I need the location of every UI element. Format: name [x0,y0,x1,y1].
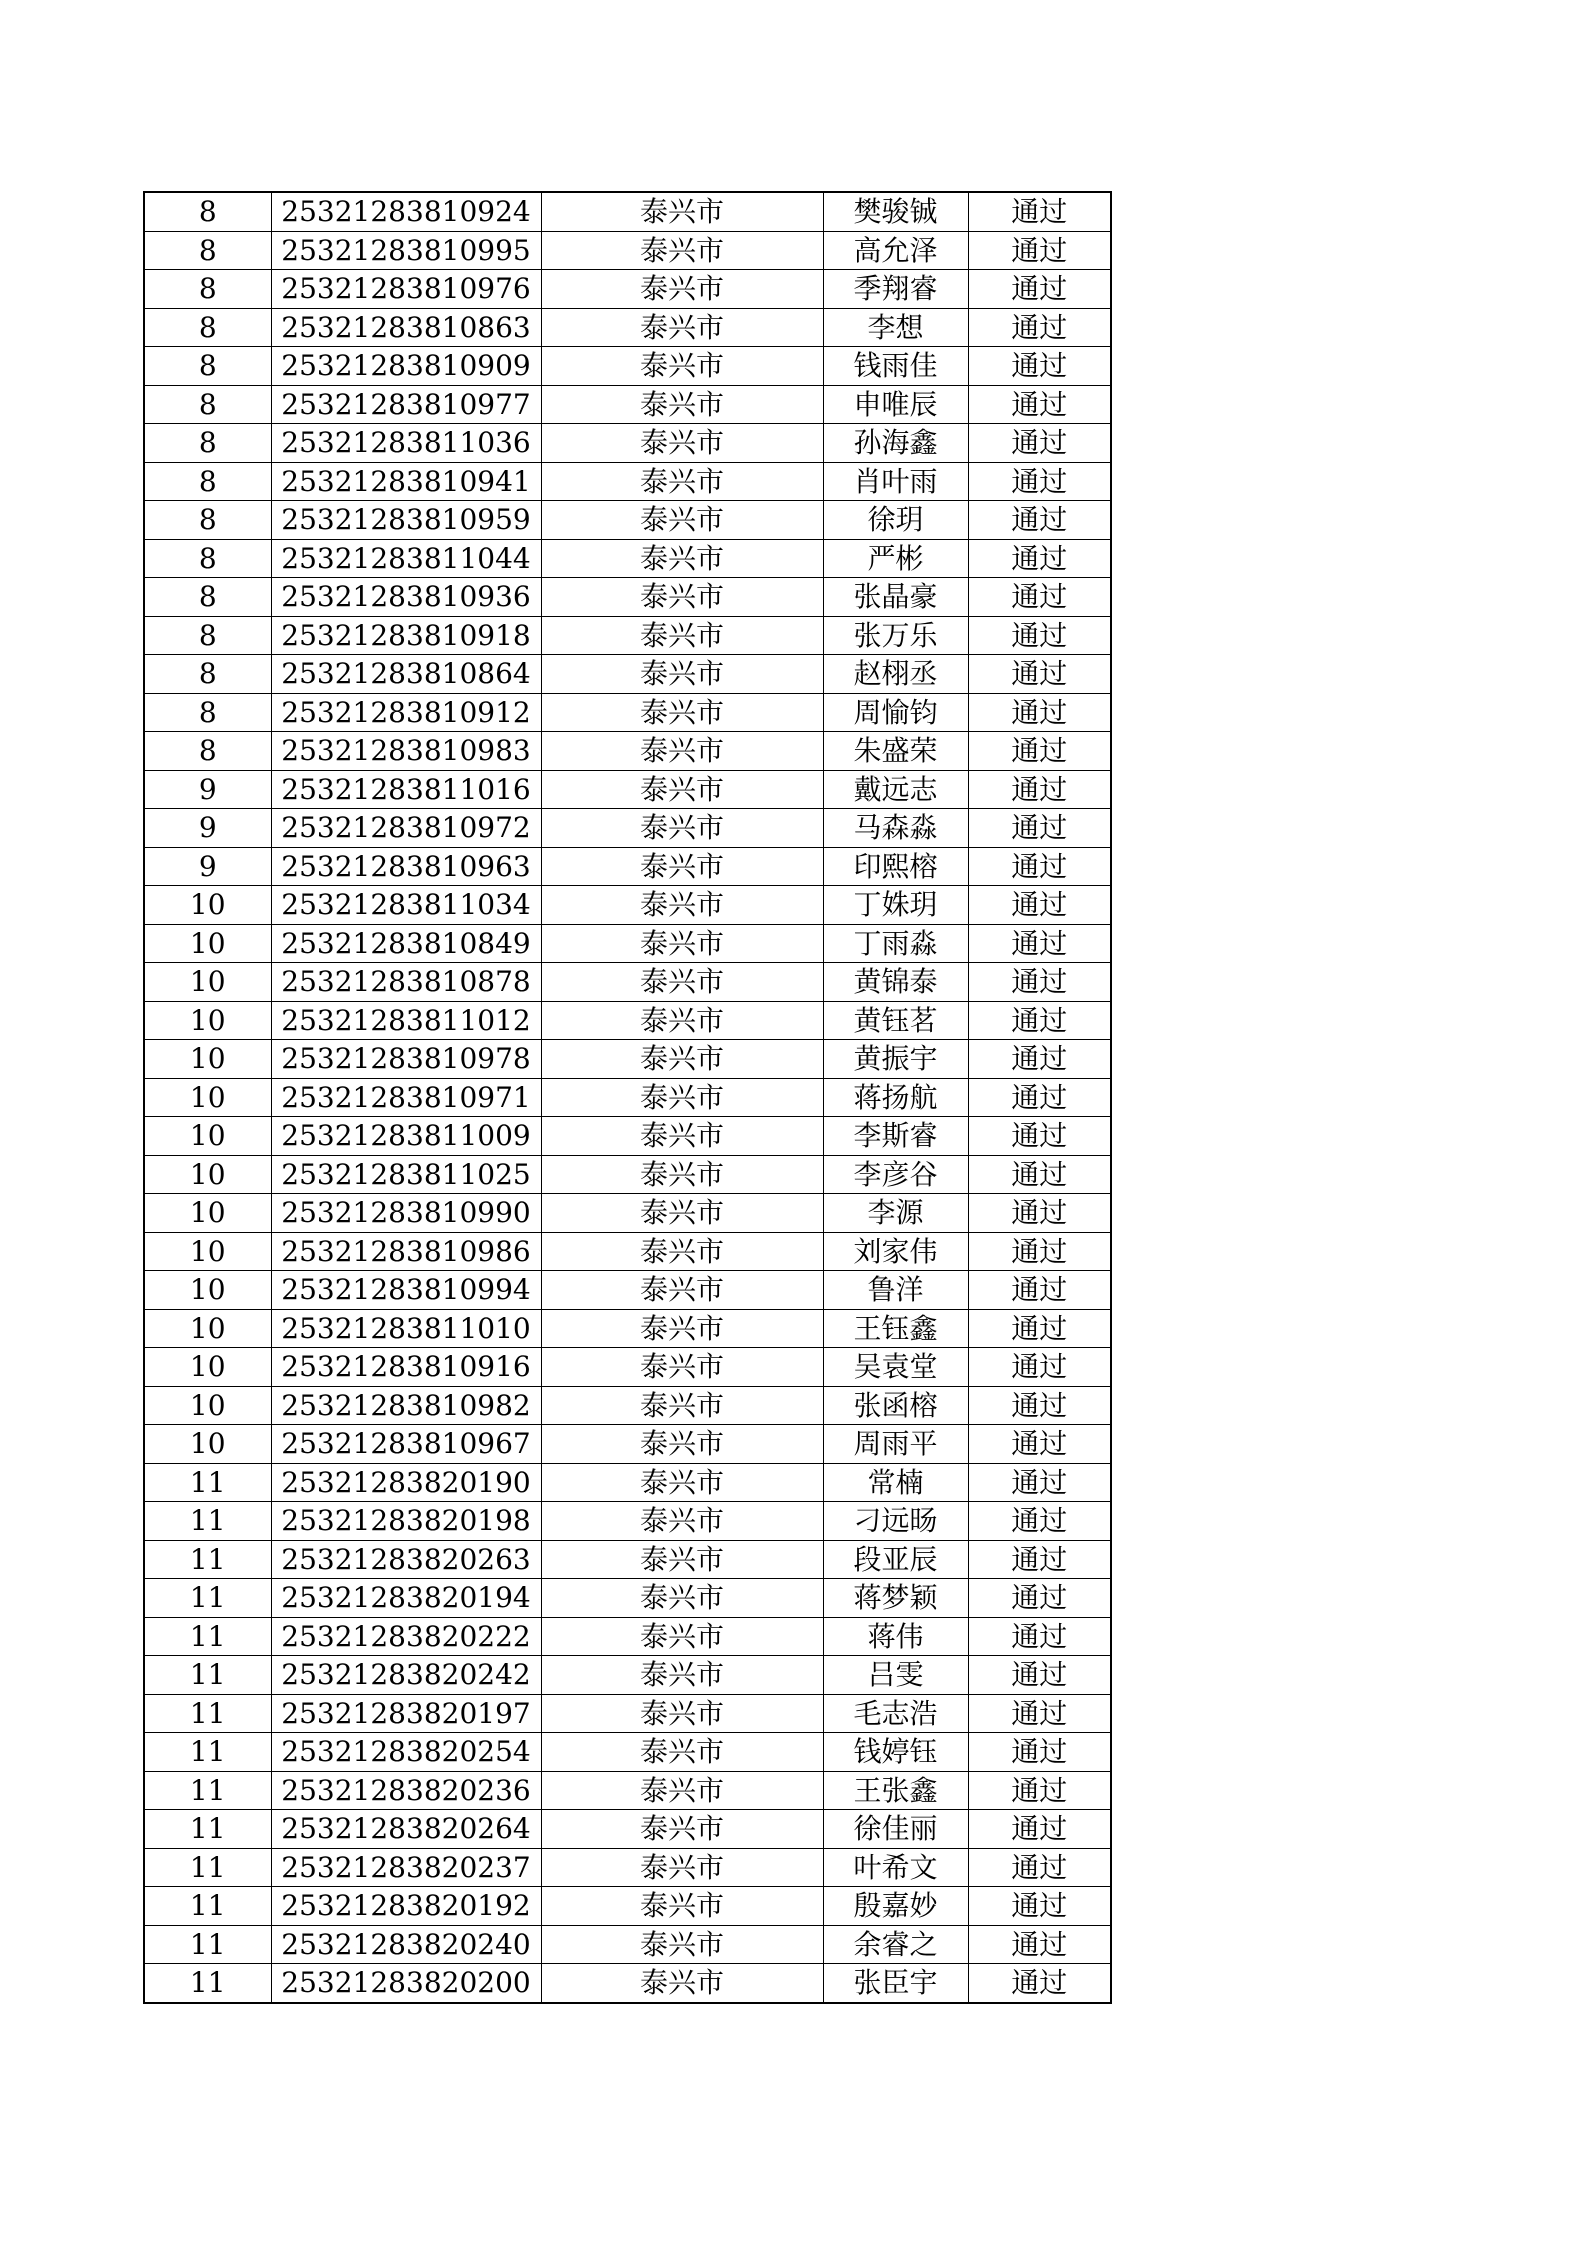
city-cell: 泰兴市 [541,424,823,463]
result-cell: 通过 [968,1155,1111,1194]
table-row [144,924,1111,963]
table-row [144,1656,1111,1695]
grade-cell: 8 [144,732,271,771]
name-cell: 季翔睿 [823,270,968,309]
result-cell: 通过 [968,308,1111,347]
name-cell: 张万乐 [823,616,968,655]
result-cell: 通过 [968,1771,1111,1810]
result-cell: 通过 [968,770,1111,809]
city-cell: 泰兴市 [541,539,823,578]
table-row [144,1810,1111,1849]
table-row [144,1694,1111,1733]
exam-id-cell: 25321283810849 [271,924,541,963]
exam-id-cell: 25321283811034 [271,886,541,925]
table-row [144,578,1111,617]
result-cell: 通过 [968,1001,1111,1040]
table-row [144,616,1111,655]
name-cell: 高允泽 [823,231,968,270]
city-cell: 泰兴市 [541,1810,823,1849]
city-cell: 泰兴市 [541,1656,823,1695]
exam-id-cell: 25321283820264 [271,1810,541,1849]
result-cell: 通过 [968,1271,1111,1310]
result-cell: 通过 [968,385,1111,424]
name-cell: 周愉钧 [823,693,968,732]
name-cell: 叶希文 [823,1848,968,1887]
table-row [144,732,1111,771]
exam-id-cell: 25321283820237 [271,1848,541,1887]
grade-cell: 10 [144,886,271,925]
table-row [144,231,1111,270]
name-cell: 常楠 [823,1463,968,1502]
exam-id-cell: 25321283811009 [271,1117,541,1156]
result-cell: 通过 [968,501,1111,540]
result-cell: 通过 [968,1579,1111,1618]
exam-id-cell: 25321283810918 [271,616,541,655]
table-row [144,1386,1111,1425]
table-row [144,1271,1111,1310]
city-cell: 泰兴市 [541,1232,823,1271]
name-cell: 李斯睿 [823,1117,968,1156]
exam-id-cell: 25321283811010 [271,1309,541,1348]
grade-cell: 11 [144,1617,271,1656]
results-table-body [144,192,1111,2003]
result-cell: 通过 [968,1540,1111,1579]
result-cell: 通过 [968,424,1111,463]
table-row [144,1194,1111,1233]
exam-id-cell: 25321283820190 [271,1463,541,1502]
city-cell: 泰兴市 [541,1733,823,1772]
grade-cell: 11 [144,1810,271,1849]
result-cell: 通过 [968,1425,1111,1464]
exam-id-cell: 25321283820198 [271,1502,541,1541]
exam-id-cell: 25321283811012 [271,1001,541,1040]
grade-cell: 11 [144,1694,271,1733]
table-row [144,1848,1111,1887]
exam-id-cell: 25321283810982 [271,1386,541,1425]
city-cell: 泰兴市 [541,347,823,386]
results-table [143,191,1112,2004]
result-cell: 通过 [968,231,1111,270]
result-cell: 通过 [968,963,1111,1002]
city-cell: 泰兴市 [541,1194,823,1233]
table-row [144,462,1111,501]
result-cell: 通过 [968,1232,1111,1271]
table-row [144,1155,1111,1194]
result-cell: 通过 [968,1810,1111,1849]
grade-cell: 8 [144,501,271,540]
grade-cell: 10 [144,963,271,1002]
name-cell: 樊骏铖 [823,192,968,231]
exam-id-cell: 25321283810986 [271,1232,541,1271]
city-cell: 泰兴市 [541,1771,823,1810]
exam-id-cell: 25321283811016 [271,770,541,809]
city-cell: 泰兴市 [541,1078,823,1117]
grade-cell: 10 [144,1194,271,1233]
city-cell: 泰兴市 [541,192,823,231]
grade-cell: 11 [144,1925,271,1964]
grade-cell: 10 [144,1001,271,1040]
city-cell: 泰兴市 [541,1887,823,1926]
city-cell: 泰兴市 [541,1001,823,1040]
exam-id-cell: 25321283810863 [271,308,541,347]
grade-cell: 10 [144,1117,271,1156]
exam-id-cell: 25321283810967 [271,1425,541,1464]
exam-id-cell: 25321283810959 [271,501,541,540]
name-cell: 蒋扬航 [823,1078,968,1117]
grade-cell: 8 [144,270,271,309]
city-cell: 泰兴市 [541,1386,823,1425]
grade-cell: 8 [144,424,271,463]
name-cell: 张函榕 [823,1386,968,1425]
result-cell: 通过 [968,1309,1111,1348]
table-row [144,1502,1111,1541]
name-cell: 赵栩丞 [823,655,968,694]
exam-id-cell: 25321283810912 [271,693,541,732]
table-row [144,385,1111,424]
exam-id-cell: 25321283811025 [271,1155,541,1194]
grade-cell: 11 [144,1656,271,1695]
name-cell: 丁姝玥 [823,886,968,925]
name-cell: 王张鑫 [823,1771,968,1810]
name-cell: 王钰鑫 [823,1309,968,1348]
result-cell: 通过 [968,655,1111,694]
result-cell: 通过 [968,1348,1111,1387]
result-cell: 通过 [968,924,1111,963]
grade-cell: 10 [144,1271,271,1310]
name-cell: 李想 [823,308,968,347]
name-cell: 李彦谷 [823,1155,968,1194]
name-cell: 严彬 [823,539,968,578]
exam-id-cell: 25321283820194 [271,1579,541,1618]
city-cell: 泰兴市 [541,1617,823,1656]
name-cell: 蒋伟 [823,1617,968,1656]
exam-id-cell: 25321283820222 [271,1617,541,1656]
table-row [144,963,1111,1002]
exam-id-cell: 25321283810864 [271,655,541,694]
grade-cell: 10 [144,1232,271,1271]
name-cell: 黄钰茗 [823,1001,968,1040]
grade-cell: 8 [144,192,271,231]
result-cell: 通过 [968,1925,1111,1964]
city-cell: 泰兴市 [541,693,823,732]
city-cell: 泰兴市 [541,1579,823,1618]
grade-cell: 11 [144,1502,271,1541]
grade-cell: 10 [144,1386,271,1425]
exam-id-cell: 25321283820242 [271,1656,541,1695]
exam-id-cell: 25321283810963 [271,847,541,886]
name-cell: 周雨平 [823,1425,968,1464]
table-row [144,1579,1111,1618]
result-cell: 通过 [968,693,1111,732]
exam-id-cell: 25321283820200 [271,1964,541,2003]
result-cell: 通过 [968,847,1111,886]
grade-cell: 8 [144,231,271,270]
name-cell: 马森淼 [823,809,968,848]
grade-cell: 10 [144,1078,271,1117]
city-cell: 泰兴市 [541,1463,823,1502]
city-cell: 泰兴市 [541,1117,823,1156]
name-cell: 刁远旸 [823,1502,968,1541]
table-row [144,1925,1111,1964]
exam-id-cell: 25321283810976 [271,270,541,309]
exam-id-cell: 25321283810941 [271,462,541,501]
grade-cell: 11 [144,1463,271,1502]
table-row [144,501,1111,540]
city-cell: 泰兴市 [541,462,823,501]
exam-id-cell: 25321283820236 [271,1771,541,1810]
result-cell: 通过 [968,270,1111,309]
result-cell: 通过 [968,809,1111,848]
name-cell: 丁雨淼 [823,924,968,963]
result-cell: 通过 [968,1694,1111,1733]
city-cell: 泰兴市 [541,1848,823,1887]
grade-cell: 10 [144,1155,271,1194]
grade-cell: 11 [144,1733,271,1772]
table-row [144,308,1111,347]
grade-cell: 8 [144,539,271,578]
grade-cell: 10 [144,924,271,963]
city-cell: 泰兴市 [541,924,823,963]
grade-cell: 11 [144,1964,271,2003]
grade-cell: 8 [144,578,271,617]
table-row [144,886,1111,925]
result-cell: 通过 [968,462,1111,501]
city-cell: 泰兴市 [541,1540,823,1579]
city-cell: 泰兴市 [541,1502,823,1541]
grade-cell: 9 [144,847,271,886]
exam-id-cell: 25321283810916 [271,1348,541,1387]
name-cell: 殷嘉妙 [823,1887,968,1926]
name-cell: 毛志浩 [823,1694,968,1733]
city-cell: 泰兴市 [541,732,823,771]
table-row [144,1617,1111,1656]
grade-cell: 8 [144,655,271,694]
result-cell: 通过 [968,1733,1111,1772]
result-cell: 通过 [968,1194,1111,1233]
result-cell: 通过 [968,1502,1111,1541]
table-row [144,1964,1111,2003]
table-row [144,1771,1111,1810]
result-cell: 通过 [968,1656,1111,1695]
city-cell: 泰兴市 [541,963,823,1002]
exam-id-cell: 25321283810977 [271,385,541,424]
grade-cell: 10 [144,1309,271,1348]
table-row [144,1117,1111,1156]
table-row [144,1425,1111,1464]
exam-id-cell: 25321283811044 [271,539,541,578]
result-cell: 通过 [968,1386,1111,1425]
grade-cell: 11 [144,1848,271,1887]
table-row [144,1232,1111,1271]
result-cell: 通过 [968,347,1111,386]
exam-id-cell: 25321283820240 [271,1925,541,1964]
result-cell: 通过 [968,578,1111,617]
name-cell: 肖叶雨 [823,462,968,501]
grade-cell: 8 [144,462,271,501]
table-row [144,1887,1111,1926]
table-row [144,847,1111,886]
result-cell: 通过 [968,1887,1111,1926]
grade-cell: 9 [144,809,271,848]
name-cell: 李源 [823,1194,968,1233]
city-cell: 泰兴市 [541,886,823,925]
city-cell: 泰兴市 [541,270,823,309]
city-cell: 泰兴市 [541,655,823,694]
grade-cell: 10 [144,1348,271,1387]
city-cell: 泰兴市 [541,770,823,809]
name-cell: 徐玥 [823,501,968,540]
grade-cell: 11 [144,1771,271,1810]
city-cell: 泰兴市 [541,1694,823,1733]
name-cell: 张晶豪 [823,578,968,617]
city-cell: 泰兴市 [541,1925,823,1964]
grade-cell: 10 [144,1040,271,1079]
table-row [144,539,1111,578]
result-cell: 通过 [968,1078,1111,1117]
exam-id-cell: 25321283820263 [271,1540,541,1579]
city-cell: 泰兴市 [541,231,823,270]
exam-id-cell: 25321283810995 [271,231,541,270]
table-row [144,1733,1111,1772]
result-cell: 通过 [968,539,1111,578]
table-row [144,347,1111,386]
city-cell: 泰兴市 [541,847,823,886]
name-cell: 吕雯 [823,1656,968,1695]
name-cell: 朱盛荣 [823,732,968,771]
grade-cell: 11 [144,1540,271,1579]
name-cell: 黄振宇 [823,1040,968,1079]
name-cell: 孙海鑫 [823,424,968,463]
table-row [144,424,1111,463]
result-cell: 通过 [968,1964,1111,2003]
exam-id-cell: 25321283810971 [271,1078,541,1117]
name-cell: 黄锦泰 [823,963,968,1002]
grade-cell: 8 [144,693,271,732]
exam-id-cell: 25321283810978 [271,1040,541,1079]
result-cell: 通过 [968,616,1111,655]
name-cell: 印熙榕 [823,847,968,886]
name-cell: 吴袁堂 [823,1348,968,1387]
exam-id-cell: 25321283820197 [271,1694,541,1733]
exam-id-cell: 25321283820192 [271,1887,541,1926]
grade-cell: 11 [144,1887,271,1926]
city-cell: 泰兴市 [541,1964,823,2003]
name-cell: 段亚辰 [823,1540,968,1579]
city-cell: 泰兴市 [541,616,823,655]
city-cell: 泰兴市 [541,385,823,424]
exam-id-cell: 25321283810994 [271,1271,541,1310]
exam-id-cell: 25321283810909 [271,347,541,386]
table-row [144,809,1111,848]
grade-cell: 10 [144,1425,271,1464]
grade-cell: 9 [144,770,271,809]
city-cell: 泰兴市 [541,501,823,540]
name-cell: 戴远志 [823,770,968,809]
result-cell: 通过 [968,1848,1111,1887]
result-cell: 通过 [968,1463,1111,1502]
exam-id-cell: 25321283810972 [271,809,541,848]
name-cell: 钱雨佳 [823,347,968,386]
result-cell: 通过 [968,1040,1111,1079]
table-row [144,1463,1111,1502]
grade-cell: 8 [144,347,271,386]
table-row [144,655,1111,694]
exam-id-cell: 25321283810936 [271,578,541,617]
result-cell: 通过 [968,192,1111,231]
result-cell: 通过 [968,1117,1111,1156]
city-cell: 泰兴市 [541,1040,823,1079]
city-cell: 泰兴市 [541,1155,823,1194]
city-cell: 泰兴市 [541,1271,823,1310]
result-cell: 通过 [968,732,1111,771]
exam-id-cell: 25321283820254 [271,1733,541,1772]
table-row [144,1001,1111,1040]
exam-id-cell: 25321283810878 [271,963,541,1002]
table-row [144,192,1111,231]
table-row [144,1078,1111,1117]
name-cell: 蒋梦颖 [823,1579,968,1618]
result-cell: 通过 [968,1617,1111,1656]
exam-id-cell: 25321283810983 [271,732,541,771]
result-cell: 通过 [968,886,1111,925]
grade-cell: 11 [144,1579,271,1618]
grade-cell: 8 [144,308,271,347]
name-cell: 余睿之 [823,1925,968,1964]
name-cell: 钱婷钰 [823,1733,968,1772]
city-cell: 泰兴市 [541,1309,823,1348]
city-cell: 泰兴市 [541,1348,823,1387]
exam-id-cell: 25321283810990 [271,1194,541,1233]
table-row [144,1348,1111,1387]
grade-cell: 8 [144,385,271,424]
table-row [144,770,1111,809]
city-cell: 泰兴市 [541,578,823,617]
table-row [144,693,1111,732]
exam-id-cell: 25321283810924 [271,192,541,231]
name-cell: 张臣宇 [823,1964,968,2003]
name-cell: 徐佳丽 [823,1810,968,1849]
name-cell: 刘家伟 [823,1232,968,1271]
exam-id-cell: 25321283811036 [271,424,541,463]
name-cell: 鲁洋 [823,1271,968,1310]
grade-cell: 8 [144,616,271,655]
table-row [144,1040,1111,1079]
city-cell: 泰兴市 [541,809,823,848]
city-cell: 泰兴市 [541,1425,823,1464]
table-row [144,1309,1111,1348]
name-cell: 申唯辰 [823,385,968,424]
table-row [144,270,1111,309]
city-cell: 泰兴市 [541,308,823,347]
table-row [144,1540,1111,1579]
